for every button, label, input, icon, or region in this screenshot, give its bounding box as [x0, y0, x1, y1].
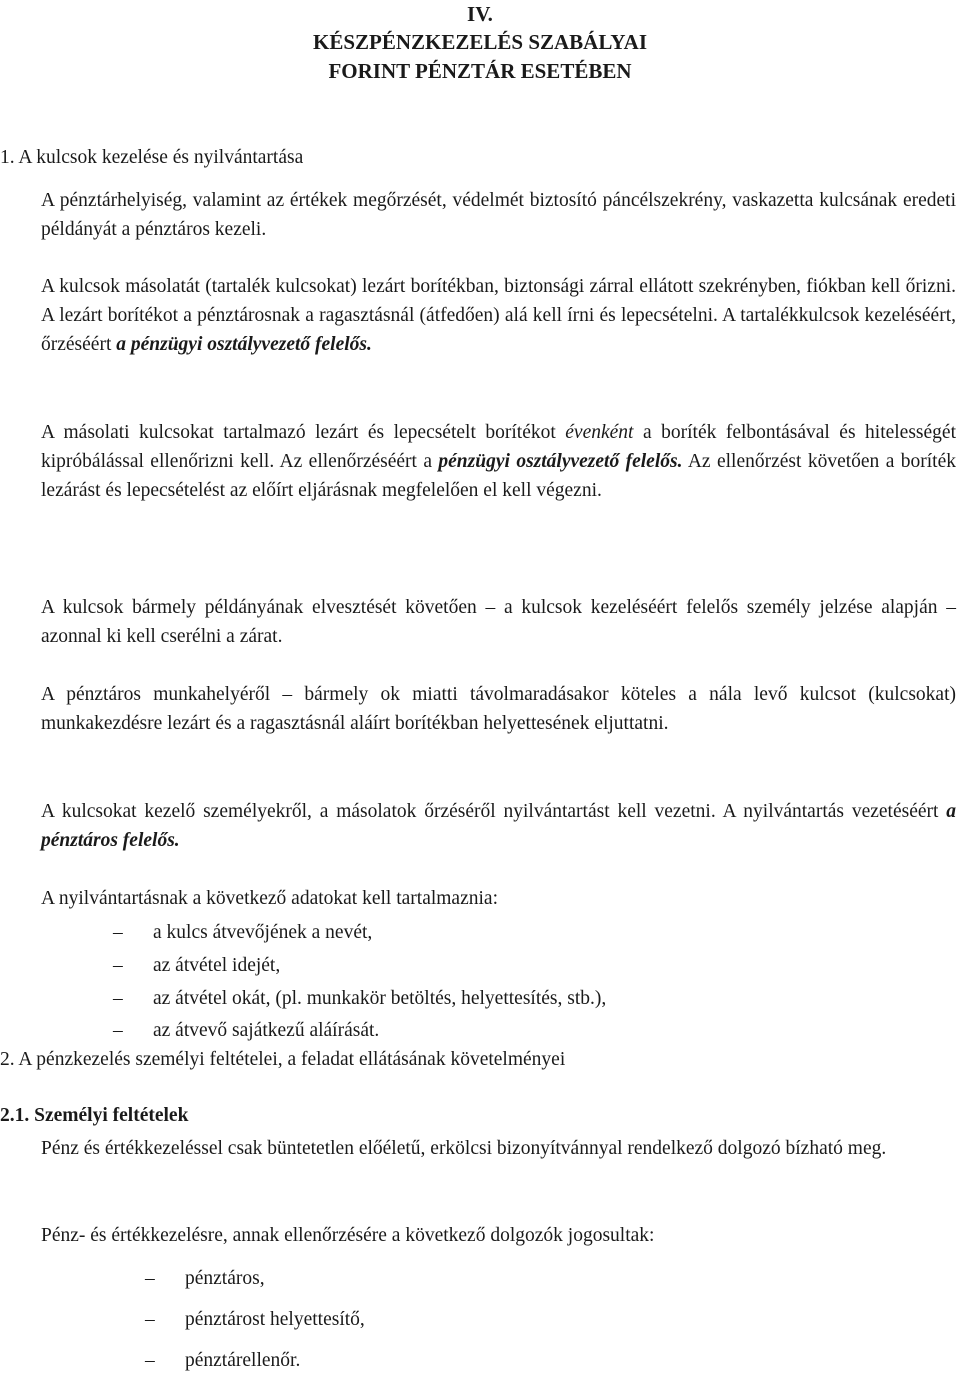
paragraph-3-text-c: Az ellenőrzést követően a boríték lezárást és lepecsételést az előírt eljárásnak megfelelően el kell végezni.: [41, 451, 957, 501]
section-1-paragraph-5: A pénztáros munkahelyéről – bármely ok miatti távolmaradásakor köteles a nála levő kulcsot (kulcsokat) munkakezdésre lezárt és a ragasztásnál aláírt borítékban helyettesének eljuttatni.: [41, 684, 956, 734]
list-item: – a kulcs átvevőjének a nevét,: [113, 918, 372, 947]
list-item: – az átvétel idejét,: [113, 951, 280, 980]
dash-marker: –: [113, 988, 123, 1009]
chapter-title-line-2: FORINT PÉNZTÁR ESETÉBEN: [328, 59, 632, 83]
chapter-title-line-1: KÉSZPÉNZKEZELÉS SZABÁLYAI: [312, 30, 647, 54]
chapter-number: IV.: [467, 2, 493, 26]
dash-marker: –: [113, 1020, 123, 1041]
section-1-heading: 1. A kulcsok kezelése és nyilvántartása: [0, 147, 304, 168]
paragraph-2-text: A kulcsok másolatát (tartalék kulcsokat) lezárt borítékban, biztonsági zárral ellátott szekrényben, fiókban kell őrizni. A lezárt borítékot a pénztárosnak a ragasztásnál (átfedően) alá kell írni és lepecsételni. A tartalékkulcsok kezeléséért, őrzéséért: [41, 276, 956, 355]
list-item: – pénztárost helyettesítő,: [145, 1305, 365, 1334]
list-item: – pénztárellenőr.: [145, 1346, 300, 1375]
section-1-paragraph-6: [41, 797, 956, 855]
section-1-paragraph-7: A nyilvántartásnak a következő adatokat kell tartalmaznia:: [41, 888, 498, 909]
paragraph-3-text-b: a boríték felbontásával és hitelességét kipróbálással ellenőrizni kell. Az ellenőrzéséért a: [41, 422, 956, 472]
dash-marker: –: [145, 1268, 155, 1289]
dash-marker: –: [113, 955, 123, 976]
section-1-paragraph-4: A kulcsok bármely példányának elvesztését követően – a kulcsok kezeléséért felelős személy jelzése alapján – azonnal ki kell cserélni a zárat.: [41, 597, 956, 647]
section-2-paragraph-1: Pénz és értékkezeléssel csak büntetetlen előéletű, erkölcsi bizonyítvánnyal rendelkező dolgozó bízható meg.: [41, 1138, 887, 1159]
paragraph-6-text: A kulcsokat kezelő személyekről, a másolatok őrzéséről nyilvántartást kell vezetni. A nyilvántartás vezetéséért: [41, 801, 947, 822]
paragraph-6-responsible: a pénztáros felelős.: [41, 801, 956, 851]
dash-marker: –: [145, 1309, 155, 1330]
section-1-paragraph-3: [41, 418, 956, 505]
dash-marker: –: [113, 922, 123, 943]
section-2-1-heading: 2.1. Személyi feltételek: [0, 1105, 189, 1126]
paragraph-3-annually: évenként: [565, 422, 634, 443]
paragraph-2-responsible: a pénzügyi osztályvezető felelős.: [116, 334, 372, 355]
section-1-paragraph-2: [41, 272, 956, 359]
list-item: – pénztáros,: [145, 1264, 265, 1293]
section-1-paragraph-1: A pénztárhelyiség, valamint az értékek megőrzését, védelmét biztosító páncélszekrény, vaskazetta kulcsának eredeti példányát a pénztáros kezeli.: [41, 190, 956, 240]
dash-marker: –: [145, 1350, 155, 1371]
paragraph-3-responsible: pénzügyi osztályvezető felelős.: [438, 451, 683, 472]
list-item: – az átvevő sajátkezű aláírását.: [113, 1016, 379, 1045]
section-2-paragraph-2: Pénz- és értékkezelésre, annak ellenőrzésére a következő dolgozók jogosultak:: [41, 1225, 655, 1246]
list-item: – az átvétel okát, (pl. munkakör betöltés, helyettesítés, stb.),: [113, 984, 606, 1013]
paragraph-3-text-a: A másolati kulcsokat tartalmazó lezárt és lepecsételt borítékot: [41, 422, 566, 443]
section-2-heading: 2. A pénzkezelés személyi feltételei, a feladat ellátásának követelményei: [0, 1049, 566, 1070]
